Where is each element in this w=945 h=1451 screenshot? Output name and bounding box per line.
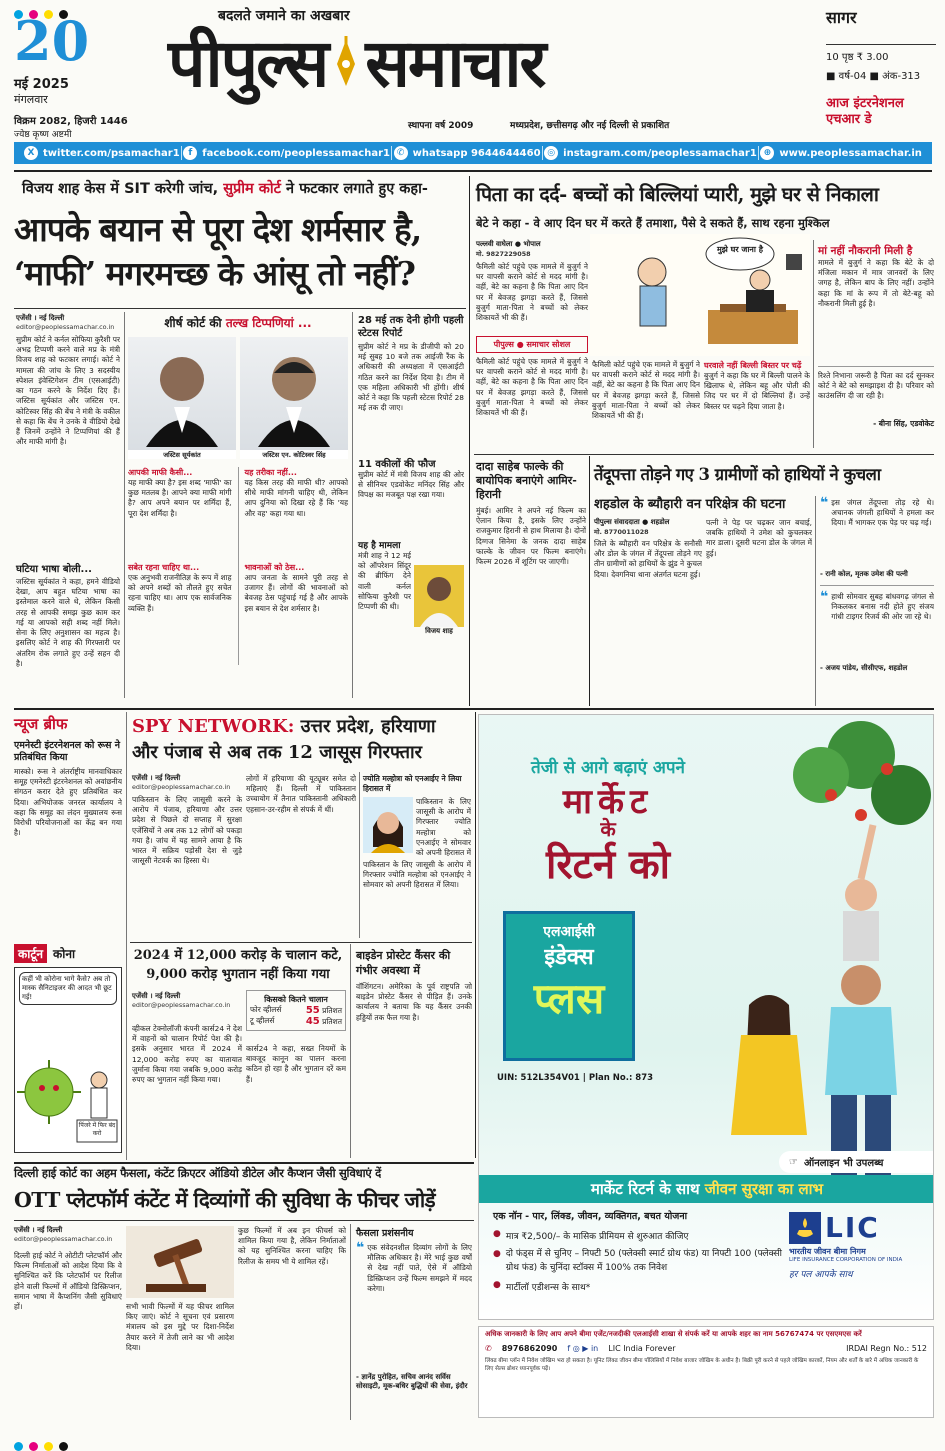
court-kicker: दिल्ली हाई कोर्ट का अहम फैसला, कंटेंट क्रिएटर ऑडियो डीटेल और कैप्शन जैसी सुविधाएं दें [14, 1166, 381, 1180]
lead-subhead: घटिया भाषा बोली... [16, 564, 92, 575]
ad-features: एक नॉन - पार, लिंक्ड, जीवन, व्यक्तिगत, बचत योजना ● मात्र ₹2,500/– के मासिक प्रीमियम से शुरुआत कीजिए ● दो फंड्स में से चुनिए – निफ्टी 50 (फ्लेक्सी स्मार्ट ग्रोथ फंड) या निफ्टी 100 (फ्लेक्सी ग्रोथ फंड) के चुनिंदा स्टॉक्स में 100% तक निवेश ● मार्टीलॉ एडीशन्स के साथ* [493, 1211, 782, 1293]
instagram-icon: ◎ [544, 146, 558, 160]
spy-sidebar: ज्योति मल्होत्रा को एनआईए ने लिया हिरासत में पाकिस्तान के लिए जासूसी के आरोप में गिरफ्तार ज्योति मल्होत्रा को एनआईए ने सोमवार को अपनी हिरासत में पाकिस्तान के लिए जासूसी के आरोप में गिरफ्तार ज्योति मल्होत्रा को एनआईए ने सोमवार को अपनी हिरासत में लिया। [363, 774, 471, 890]
dada-saheb-story: दादा साहेब फाल्के की बायोपिक बनाएंगे आमिर-हिरानी मुंबई। आमिर ने अपने नई फिल्म का ऐलान किया है, इसके लिए उन्होंने राजकुमार हिरानी से हाथ मिलाया है। दोनों दिग्गज सिनेमा के जनक दादा साहेब फाल्के के जीवन पर फिल्म बनाएंगे। फिल्म 2026 में शूटिंग पर जाएगी। [476, 460, 586, 567]
newspaper-title [168, 22, 808, 106]
lead-body: सुप्रीम कोर्ट ने कर्नल सोफिया कुरैशी पर अभद्र टिप्पणी करने वाले मप्र के मंत्री विजय शाह को फटकार लगाई। कोर्ट ने मामला की जांच के लिए 3 सदस्यीय स्पेशल इंवेस्टिगेशन टीम (एसआईटी) का गठन करने के निर्देश दिए हैं। जस्टिस सूर्यकांत और जस्टिस एन. कोटिस्वर सिंह की बेंच ने मंत्री के वकील से कहा कि बेंच ने उनके वे वीडियो देखे हैं जिनमें उन्होंने ने टिप्पणियां की हैं और माफी मांगी है। [16, 335, 120, 447]
social-facebook[interactable]: f facebook.com/peoplessamachar1 [183, 146, 390, 160]
title-left: पीपुल्स [168, 25, 328, 102]
social-instagram[interactable]: ◎ instagram.com/peoplessamachar1 [544, 146, 757, 160]
x-icon: X [24, 146, 38, 160]
facebook-icon: f [183, 146, 197, 160]
pita-deck: बेटे ने कहा - वे आए दिन घर में करते हैं तमाशा, पैसे दे सकते हैं, साथ रहना मुश्किल [476, 216, 830, 230]
quote-icon: ❝ [356, 1240, 365, 1256]
lic-advertisement[interactable]: तेजी से आगे बढ़ाएं अपने मार्केट के रिटर्न को एलआईसी इंडेक्स प्लस UIN: 512L354V01 | Plan No.: 873 ☞ ऑनलाइन भी उपलब्ध मार्केट रिटर्न के साथ जीवन सुरक्षा का लाभ एक नॉन - पार, लिंक्ड, जीवन, व्यक्तिगत, बचत योजना ● मात्र ₹2,500/– के मासिक प्रीमियम से शुरुआत कीजिए ● दो फंड्स में से चुनिए – निफ्टी 50 (फ्लेक्सी स्मार्ट ग्रोथ फंड) या निफ्टी 100 (फ्लेक्सी ग्रोथ फंड) के चुनिंदा स्टॉक्स में 100% तक निवेश ● मार्टीलॉ एडीशन्स के साथ* LIC भारतीय जीवन बीमा निगम LIFE INSURANCE CORPORATION OF INDIA हर पल आपके साथ [478, 714, 934, 1320]
edition-block: सागर 10 पृष्ठ ₹ 3.00 ■ वर्ष-04 ■ अंक-313 आज इंटरनेशनल एचआर डे [826, 6, 936, 128]
spy-headline: SPY NETWORK: उत्तर प्रदेश, हरियाणा और पंजाब से अब तक 12 जासूस गिरफ्तार [132, 716, 436, 763]
jyoti-photo [363, 797, 413, 853]
justice-kotiswar-photo: जस्टिस एन. कोटिस्वर सिंह [240, 337, 348, 459]
cursor-icon: ☞ [789, 1156, 798, 1168]
promo-text: आज इंटरनेशनल एचआर डे [826, 96, 904, 127]
tendu-quotes: ❝ इस जंगल तेंदूपत्ता तोड़ रहे थे। अचानक जंगली हाथियों ने हमला कर दिया। मैं भागकर एक पेड़ पर चढ़ गई। - रानी कोल, मृतक उमेश की पत्नी ❝ हाथी सोमवार सुबह बांधवगढ़ जंगल से निकलकर बनास नदी होते हुए संजय गांधी टाइगर रिजर्व की ओर जा रहे थे। - अजय पांडेय, सीसीएफ, शहडोल [820, 495, 934, 672]
bullet-icon: ● [493, 1229, 501, 1239]
lead-column-3: 28 मई तक देनी होगी पहली स्टेटस रिपोर्ट सुप्रीम कोर्ट ने मप्र के डीजीपी को 20 मई सुबह 10 बजे तक आईजी रैंक के अधिकारी की अध्यक्षता में एसआईटी गठित करने का निर्देश दिया है। टीम में एक महिला अधिकारी भी होंगी। शीर्ष कोर्ट ने कहा कि पहली स्टेटस रिपोर्ट 28 मई तक दी जाए। 11 वकीलों की फौज सुप्रीम कोर्ट में मंत्री विजय शाह की ओर से सीनियर एडवोकेट मनिंदर सिंह और विपक्ष का मजबूत पक्ष रखा गया। यह है मामला मंत्री शाह ने 12 मई को ऑपरेशन सिंदूर की ब्रीफिंग देने वाली कर्नल सोफिया कुरैशी पर टिप्पणी की थी। विजय शाह [358, 315, 464, 635]
tithi: ज्येष्ठ कृष्ण अष्टमी [14, 130, 72, 140]
pita-headline: पिता का दर्द- बच्चों को बिल्लियां प्यारी, मुझे घर से निकाला [476, 183, 879, 206]
news-brief: न्यूज ब्रीफ एमनेस्टी इंटरनेशनल को रूस ने प्रतिबंधित किया मास्को। रूस ने अंतर्राष्ट्रीय मानवाधिकार समूह एमनेस्टी इंटरनेशनल को अवांछनीय संगठन करार देते हुए प्रतिबंधित कर दिया। अभियोजक जनरल कार्यालय ने कहा कि समूह का लंदन मुख्यालय रूस विरोधी परियोजनाओं का केंद्र बन गया है। [14, 715, 122, 838]
social-website[interactable]: ⊕ www.peoplessamachar.in [760, 146, 922, 160]
pen-logo-icon [329, 34, 363, 94]
tendu-sub: शहडोल के ब्यौहारी वन परिक्षेत्र की घटना [594, 497, 786, 512]
social-icons: f ◎ ▶ in [567, 1344, 599, 1353]
lic-logo: LIC भारतीय जीवन बीमा निगम LIFE INSURANCE CORPORATION OF INDIA हर पल आपके साथ [789, 1211, 903, 1280]
date-weekday: मंगलवार [14, 93, 48, 106]
biden-story: बाइडेन प्रोस्टेट कैंसर की गंभीर अवस्था में वॉशिंगटन। अमेरिका के पूर्व राष्ट्रपति जो बाइडेन प्रोस्टेट कैंसर से पीड़ित हैं। उनके कार्यालय ने बताया कि यह कैंसर उनकी हड्डियों तक फैल गया है। [356, 949, 472, 1022]
founded: स्थापना वर्ष 2009 [408, 121, 474, 131]
tagline: बदलते जमाने का अखबार [218, 8, 350, 24]
bullet-icon: ● [493, 1280, 501, 1290]
social-bar [14, 142, 932, 164]
justice-suryakant-photo: जस्टिस सूर्यकांत [128, 337, 236, 459]
pages-price: 10 पृष्ठ ₹ 3.00 [826, 52, 889, 63]
edition-city: सागर [826, 8, 857, 27]
vijay-shah-photo [414, 565, 464, 627]
social-twitter[interactable]: X twitter.com/psamachar1 [24, 146, 180, 160]
ad-footer: अधिक जानकारी के लिए आप अपने बीमा एजेंट/नजदीकी एलआईसी शाखा से संपर्क करें या आपके शहर का नाम 56767474 पर एसएमएस करें ✆ 8976862090 f ◎ ▶ in LIC India Forever IRDAI Regn No.: 512 लिंक्ड बीमा प्लॉन में निवेश जोखिम भरा हो सकता है। यूनिट लिंक्ड जीवन बीमा पॉलिसियों में निवेश बाजार जोखिम के अधीन है। बिक्री पूरी करने से पहले जोखिम कारकों, नियम और शर्तों के बारे में अधिक जानकारी के लिए सेल्स ब्रोशर ध्यानपूर्वक पढ़ें। [478, 1326, 934, 1418]
issue-year: वर्ष-04 [838, 71, 867, 82]
lead-kicker: विजय शाह केस में SIT करेगी जांच, सुप्रीम कोर्ट ने फटकार लगाते हुए कहा- [22, 181, 428, 197]
panel-title: शीर्ष कोर्ट की तल्ख टिप्पणियां ... [164, 316, 312, 330]
phone-icon: ✆ [485, 1344, 492, 1353]
pita-sidebar: मां नहीं नौकरानी मिली है मामले में बुजुर्ग ने कहा कि बेटे के दो मंजिला मकान में मात्र जानवरों के लिए जगह है, लेकिन बाप के लिए नहीं। उन्होंने कहा कि मां के रूप में तो बेटे-बहू को नौकरानी मिली हुई है। रिश्ते निभाना जरूरी है पिता का दर्द सुनकर कोर्ट ने बेटे को समझाइश दी है। परिवार को काउंसलिंग दी जा रही है। - बीना सिंह, एडवोकेट [818, 245, 934, 428]
lead-headline: आपके बयान से पूरा देश शर्मसार है, ‘माफी’ मगरमच्छ के आंसू तो नहीं? [14, 210, 422, 293]
vikram-samvat: विक्रम 2082, हिजरी 1446 [14, 116, 128, 127]
index-plus-tile: एलआईसी इंडेक्स प्लस [503, 911, 635, 1061]
lead-column-1: एजेंसी । नई दिल्ली editor@peoplessamachar.co.in सुप्रीम कोर्ट ने कर्नल सोफिया कुरैशी पर अभद्र टिप्पणी करने वाले मप्र के मंत्री विजय शाह को फटकार लगाई। कोर्ट ने मामला की जांच के लिए 3 सदस्यीय स्पेशल इंवेस्टिगेशन टीम (एसआईटी) का गठन करने के निर्देश दिए हैं। जस्टिस सूर्यकांत और जस्टिस एन. कोटिस्वर सिंह की बेंच ने मंत्री के वकील से कहा कि बेंच ने उनके वे वीडियो देखे हैं जिनमें उन्होंने ने टिप्पणियां की हैं और माफी मांगी है। घटिया भाषा बोली... जस्टिस सूर्यकांत ने कहा, हमने वीडियो देखा, आप बहुत घटिया भाषा का इस्तेमाल करने वाले थे, लेकिन किसी तरह से आपकी समझ कुछ काम कर गई या आपको सही शब्द नहीं मिले। सेना के लिए अनुशासन का महत्व है। इसलिए कोर्ट ने शाह की गिरफ्तारी पर अंतरिम रोक लगाते हुए उन्हें सहन दी है। [16, 314, 120, 668]
date-day: 20 [14, 9, 90, 73]
challan-stats-box: किसको कितने चालान फोर व्हीलर्स 55 प्रतिशत टू व्हीलर्स 45 प्रतिशत [246, 990, 346, 1031]
social-stamp: पीपुल्स ● समाचार सोशल [476, 336, 588, 353]
date-block [14, 9, 144, 140]
quote-icon: ❝ [820, 589, 829, 605]
whatsapp-icon: ✆ [394, 146, 408, 160]
date-month: मई 2025 [14, 77, 69, 92]
family-illustration [711, 715, 931, 1175]
cartoon-corner: कार्टून कोना कहीं भी कोरोना भागे कैसे? अब तो मास्क सैनिटाइजर की आदत भी छूट गई! पिंजरे में फिर बंद करो [14, 944, 122, 1152]
lead-panel: शीर्ष कोर्ट की तल्ख टिप्पणियां ... जस्टिस सूर्यकांत जस्टिस एन. कोटिस्वर सिंह आपकी माफी कैसी... यह माफी क्या है? इस शब्द 'माफी' का कुछ मतलब है। आपने क्या माफी मांगी है? आप अपने बयान पर शर्मिंदा हैं, पूरा देश शर्मिंदा है। सबेत रहना चाहिए था... एक अनुभवी राजनीतिज्ञ के रूप में शाह को अपने शब्दों को तौलते हुए सचेत रहना चाहिए था। आप एक सार्वजनिक व्यक्ति हैं। यह तरीका नहीं... यह किस तरह की माफी थी? आपको सीधे माफी मांगनी चाहिए थी, लेकिन आप दुनिया को दिखा रहे हैं कि 'यह और वह' कहा गया था। भावनाओं को ठेस... आप जनता के सामने पूरी तरह से उजागर हैं। लोगों की भावनाओं को बेवजह ठेस पहुंचाई गई है और आपके इस बयान से देश शर्मसार है। [128, 316, 348, 613]
tendu-headline: तेंदूपत्ता तोड़ने गए 3 ग्रामीणों को हाथियों ने कुचला [594, 465, 881, 484]
gavel-photo [126, 1226, 234, 1298]
regions: मध्यप्रदेश, छत्तीसगढ़ और नई दिल्ली से प्रकाशित [510, 121, 670, 131]
court-sidebar: फैसला प्रशंसनीय ❝ एक संवेदनशील दिव्यांग लोगों के लिए मौलिक अधिकार है। मेरे भाई कुछ वर्षों से देख नहीं पाते, ऐसे में ऑडियो डिस्क्रिप्शन उन्हें फिल्म समझने में मदद करेगा। - ज्ञानेंद्र पुरोहित, सचिव आनंद सर्विस सोसाइटी, मूक-बधिर बुद्धियों की सेवा, इंदौर [356, 1228, 472, 1390]
court-headline: OTT प्लेटफॉर्म कंटेंट में दिव्यांगों की सुविधा के फीचर जोड़ें [14, 1188, 435, 1212]
online-badge[interactable]: ☞ ऑनलाइन भी उपलब्ध [779, 1151, 934, 1173]
registration-marks-bottom [14, 1436, 74, 1451]
benefit-banner: मार्केट रिटर्न के साथ जीवन सुरक्षा का लाभ [479, 1175, 934, 1203]
quote-icon: ❝ [820, 495, 829, 511]
globe-icon: ⊕ [760, 146, 774, 160]
social-whatsapp[interactable]: ✆ whatsapp 9644644460 [394, 146, 541, 160]
pita-cartoon: मुझे घर जाना है [590, 234, 810, 356]
issue-number: अंक-313 [882, 71, 921, 82]
title-right: समाचार [365, 25, 545, 102]
lamp-logo-icon [789, 1212, 821, 1244]
bullet-icon: ● [493, 1249, 501, 1259]
challan-headline: 2024 में 12,000 करोड़ के चालान कटे, 9,000 करोड़ भुगतान नहीं किया गया [133, 948, 343, 982]
